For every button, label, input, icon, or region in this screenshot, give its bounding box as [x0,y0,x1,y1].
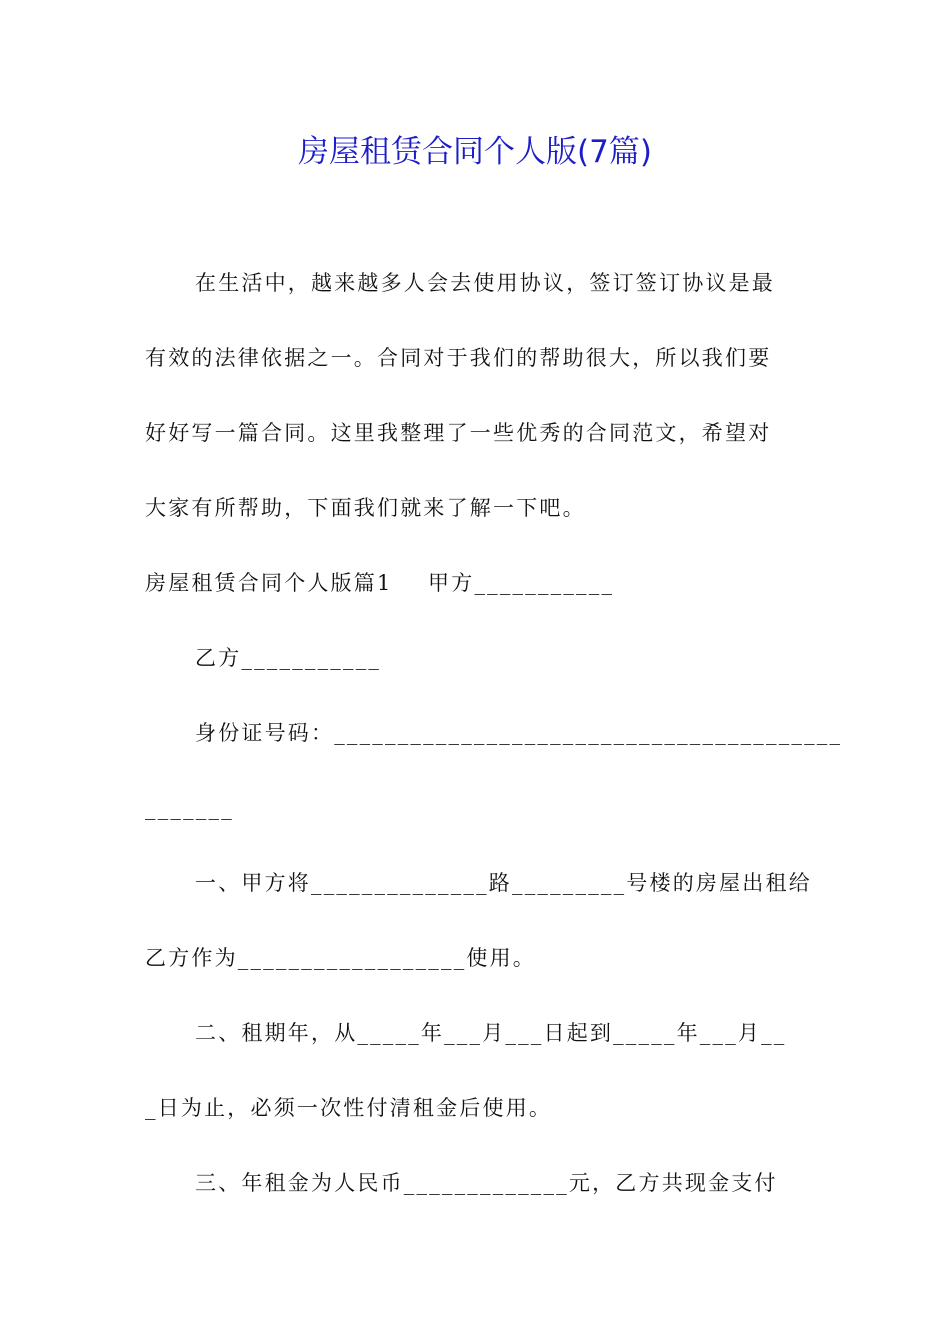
id-number-continuation: _______ [145,796,234,820]
clause-1-line-1: 一、甲方将______________路_________号楼的房屋出租给 [195,871,812,895]
clause-3-line-1: 三、年租金为人民币_____________元，乙方共现金支付 [195,1171,778,1195]
paragraph-intro-line-4: 大家有所帮助，下面我们就来了解一下吧。 [145,496,586,520]
paragraph-intro-line-3: 好好写一篇合同。这里我整理了一些优秀的合同范文，希望对 [145,421,772,445]
party-b-line: 乙方___________ [195,646,382,670]
clause-2-line-1: 二、租期年，从_____年___月___日起到_____年___月__ [195,1021,787,1045]
paragraph-intro-line-2: 有效的法律依据之一。合同对于我们的帮助很大，所以我们要 [145,346,772,370]
section-heading-party-a: 房屋租赁合同个人版篇1 甲方___________ [145,571,615,595]
clause-1-line-2: 乙方作为__________________使用。 [145,946,536,970]
id-number-line: 身份证号码：________________________________________ [195,721,843,745]
document-title: 房屋租赁合同个人版(7篇) [298,134,652,170]
clause-2-line-2: _日为止，必须一次性付清租金后使用。 [145,1096,553,1120]
paragraph-intro-line-1: 在生活中，越来越多人会去使用协议，签订签订协议是最 [195,271,775,295]
